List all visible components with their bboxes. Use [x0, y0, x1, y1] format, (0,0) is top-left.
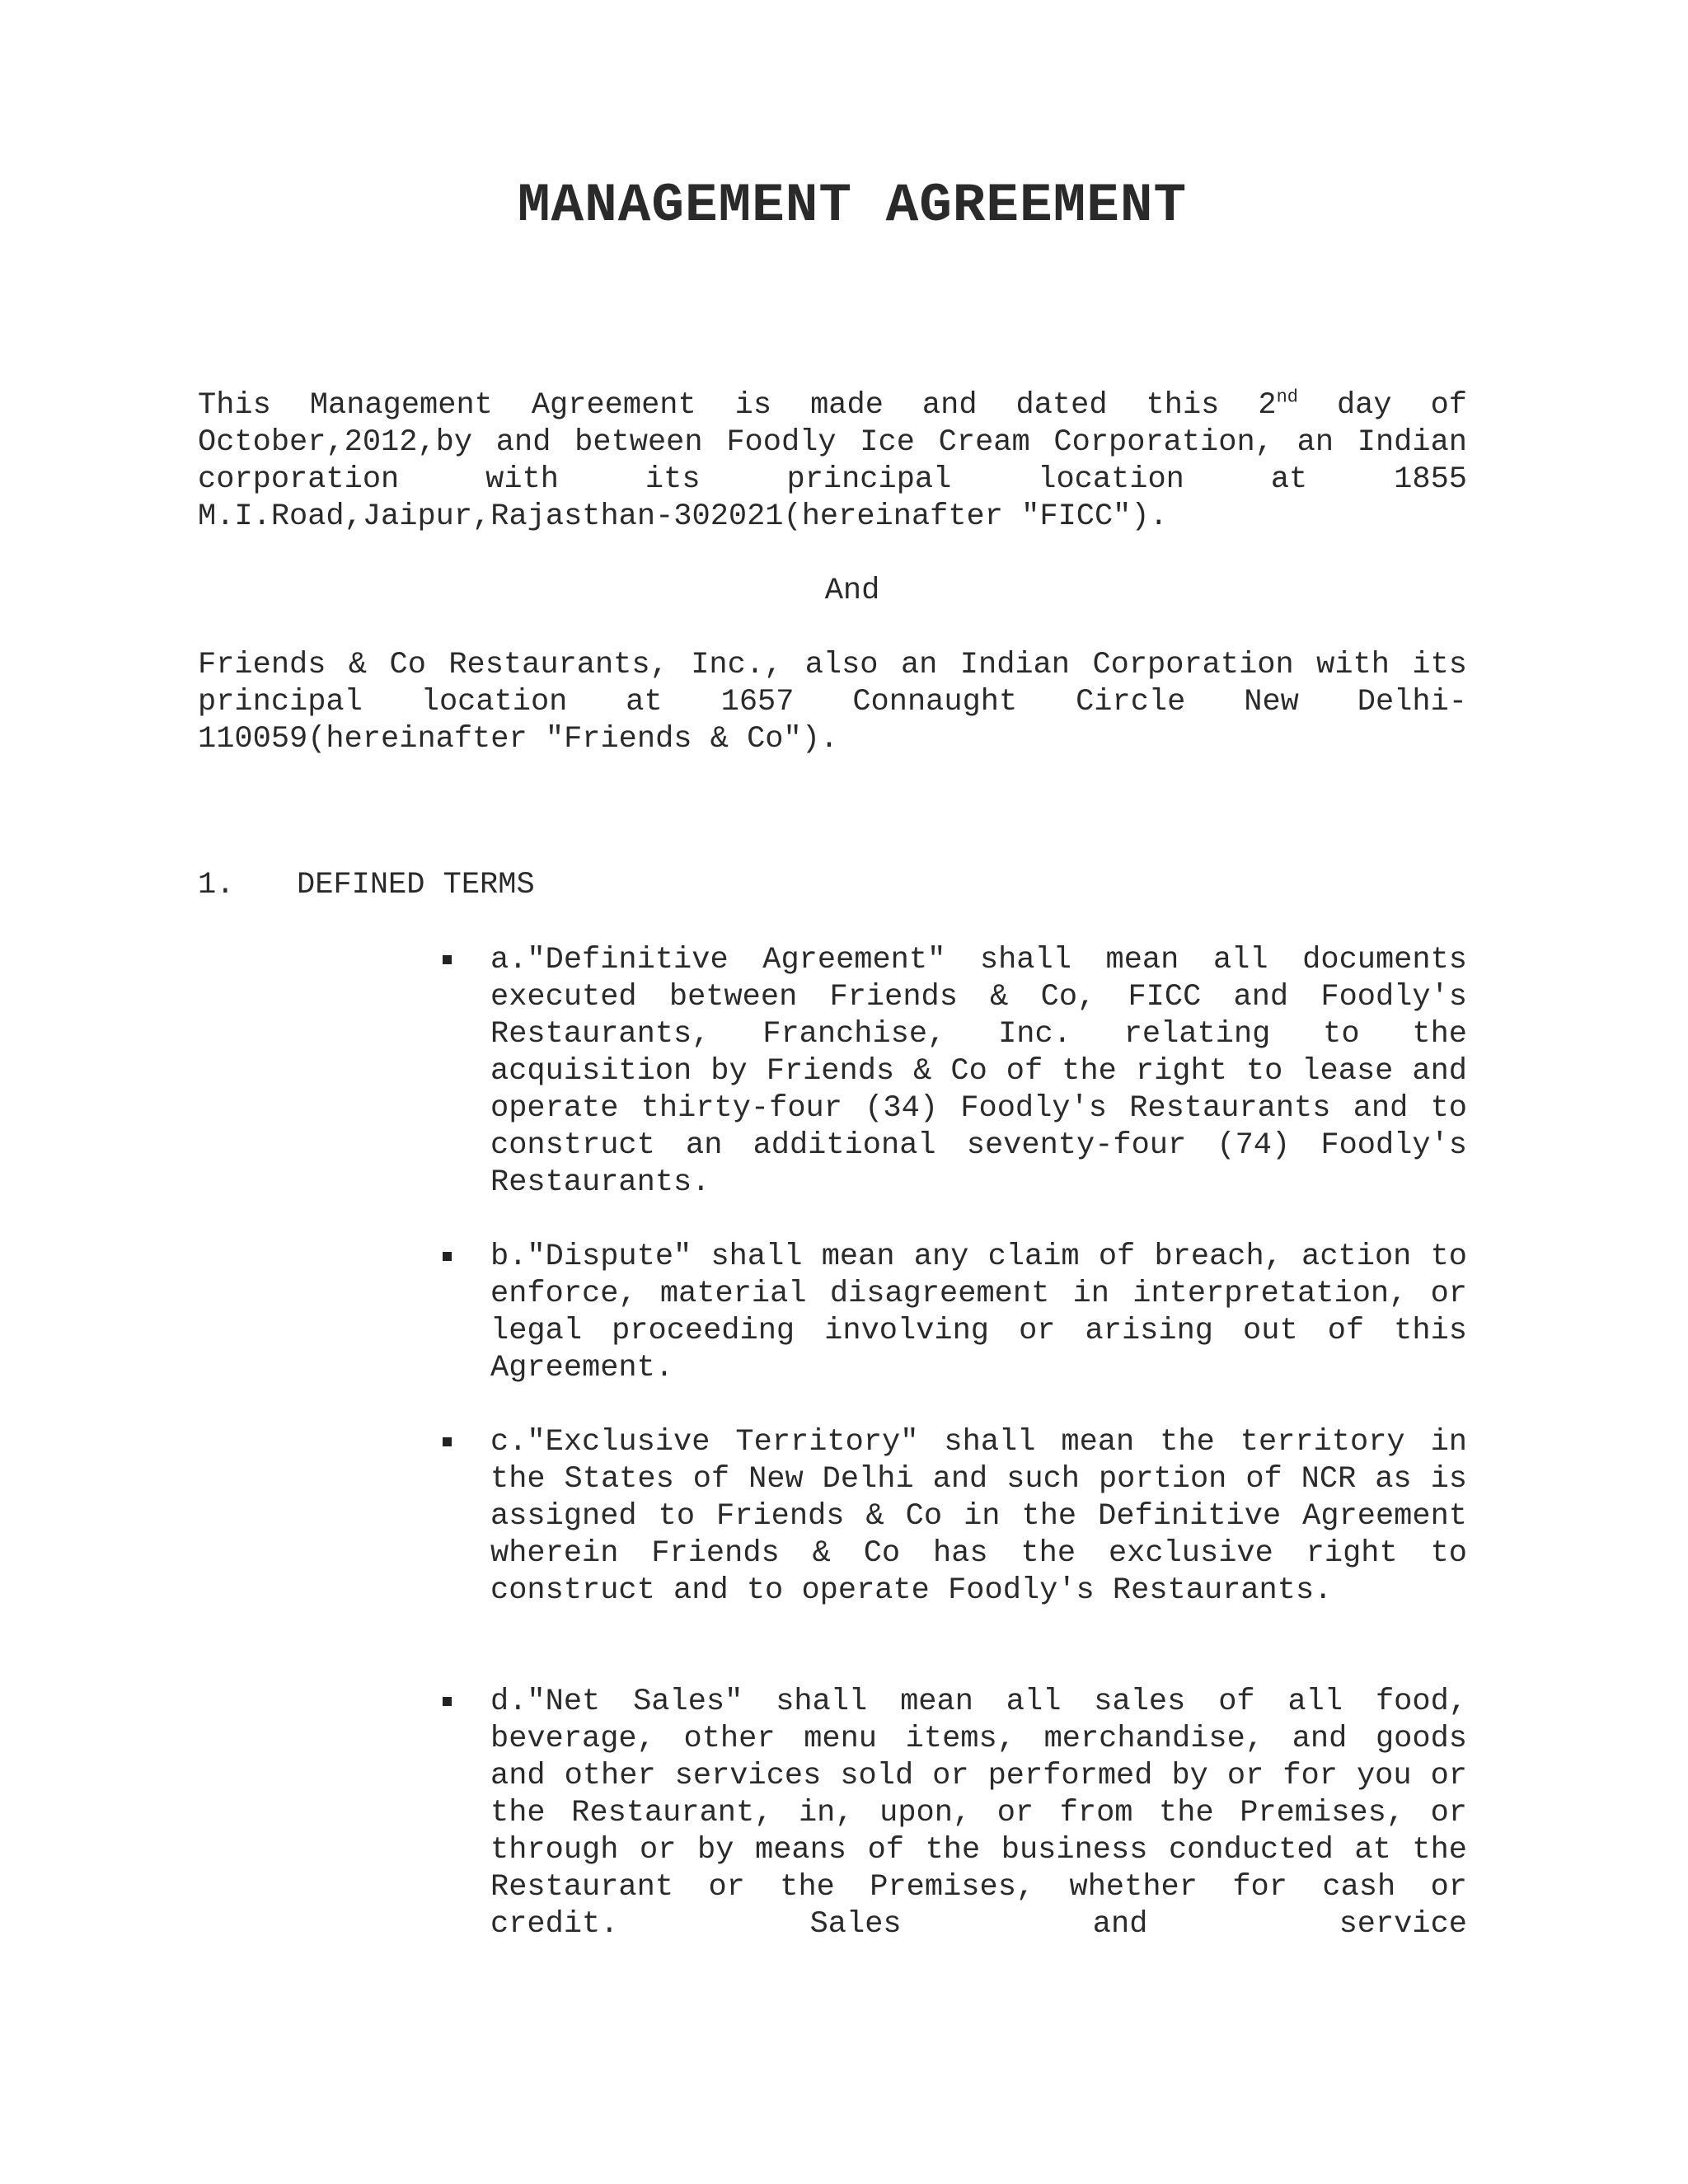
term-definitive-agreement: a."Definitive Agreement" shall mean all documents executed between Friends & Co, FICC and Foodly's Restaurants, Franchise, Inc. relating to the acquisition by Friends & Co of the right to lease and operate thirty-four (34) Foodly's Restaurants and to construct an additional seventy-four (74) Foodly's Restaurants. [490, 943, 1467, 1200]
term-dispute: b."Dispute" shall mean any claim of breach, action to enforce, material disagreement in interpretation, or legal proceeding involving or arising out of this Agreement. [490, 1240, 1467, 1385]
bullet-icon [443, 1252, 452, 1261]
intro-text-end: day of October,2012,by and between Foodly Ice Cream Corporation, an Indian corporation with its principal location at 1855 M.I.Road,Jaipur,Rajasthan-302021(hereinafter "FICC"). [198, 388, 1467, 534]
bullet-icon [443, 1697, 452, 1706]
term-net-sales: d."Net Sales" shall mean all sales of all food, beverage, other menu items, merchandise, and goods and other services sold or performed by or for you or the Restaurant, in, upon, or from the Premises, or through or by means of the business conducted at the Restaurant or the Premises, whether for cash or credit. Sales and service [490, 1685, 1467, 1942]
section-number: 1. [198, 868, 235, 902]
intro-text-start: This Management Agreement is made and dated this 2 [198, 388, 1277, 423]
bullet-icon [443, 1437, 452, 1446]
document-title: MANAGEMENT AGREEMENT [517, 175, 1188, 237]
bullet-icon [443, 955, 452, 964]
party-two-paragraph: Friends & Co Restaurants, Inc., also an Indian Corporation with its principal location at 1657 Connaught Circle New Delhi-110059(hereinafter "Friends & Co"). [198, 648, 1467, 757]
section-heading-defined-terms [198, 867, 535, 904]
section-heading-text: DEFINED TERMS [297, 868, 535, 902]
and-separator: And [824, 574, 880, 608]
ordinal-suffix: nd [1276, 387, 1298, 408]
intro-paragraph [198, 387, 1467, 536]
term-exclusive-territory: c."Exclusive Territory" shall mean the territory in the States of New Delhi and such portion of NCR as is assigned to Friends & Co in the Definitive Agreement wherein Friends & Co has the exclusive right to construct and to operate Foodly's Restaurants. [490, 1425, 1467, 1608]
